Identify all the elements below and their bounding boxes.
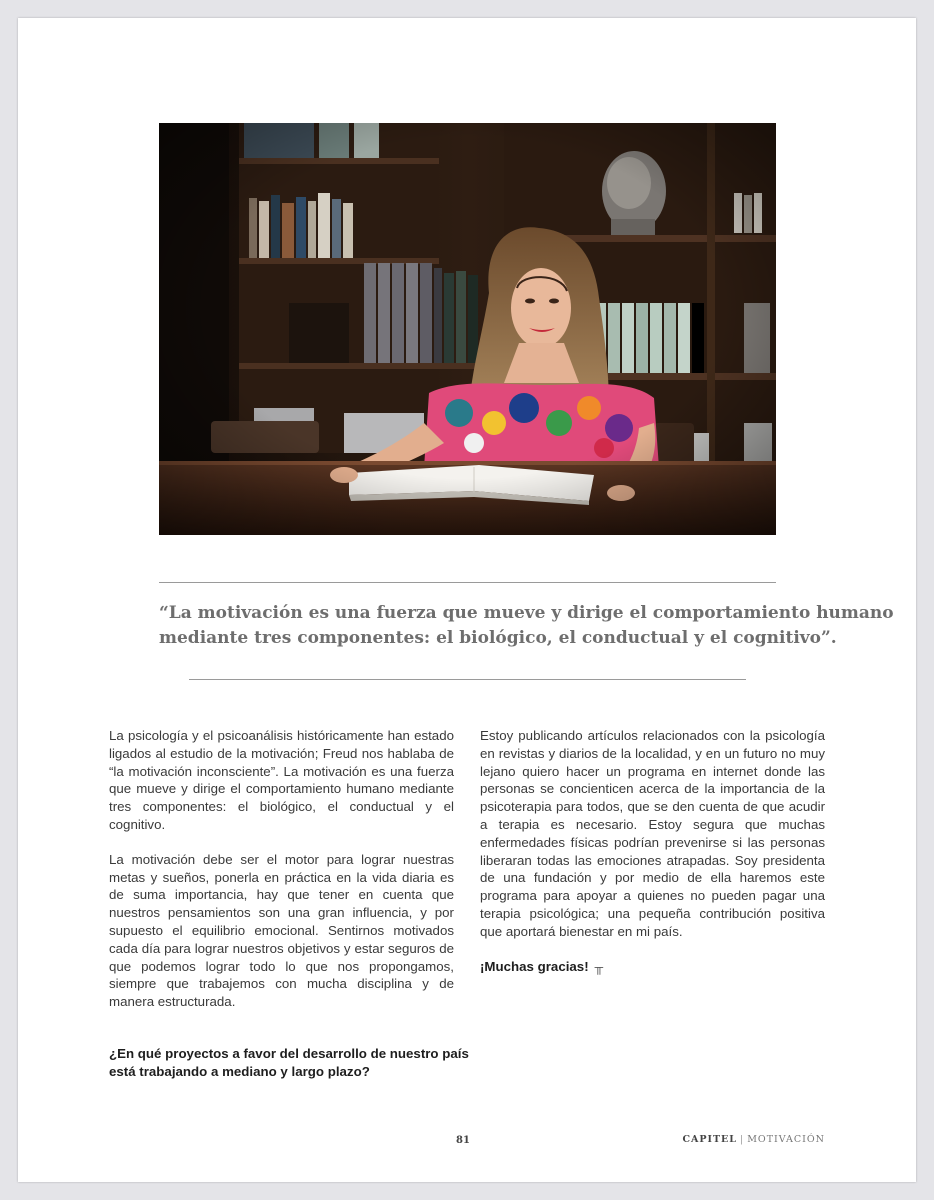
running-footer [682, 1134, 825, 1145]
closing-text: ¡Muchas gracias! [480, 958, 589, 974]
pull-quote-line-1: “La motivación es una fuerza que mueve y dirige el comportamiento humano [159, 603, 894, 623]
right-column [480, 727, 825, 976]
section-name: MOTIVACIÓN [747, 1134, 825, 1145]
end-mark-icon: ╥ [594, 959, 604, 974]
magazine-page [18, 18, 916, 1182]
closing-line [480, 958, 825, 977]
left-column [109, 727, 454, 1011]
magazine-brand: CAPITEL [682, 1134, 737, 1145]
page-number: 81 [456, 1135, 470, 1146]
right-paragraph-1: Estoy publicando artículos relacionados con la psicología en revistas y diarios de la localidad, y en un futuro no muy lejano quiero hacer un programa en internet donde las personas se concienticen acerca de la importancia de la psicoterapia para todos, que se den cuenta de que acudir a terapia es necesario. Estoy segura que muchas enfermedades físicas podrían prevenirse si las personas liberaran todas las emociones atrapadas. Soy presidenta de una fundación y por medio de ella haremos este programa para apoyar a quienes no pueden pagar una terapia psicológica; una pequeña contribución positiva que aportará bienestar en mi país. [480, 728, 825, 939]
portrait-photo [159, 123, 776, 535]
left-paragraph-2: La motivación debe ser el motor para lograr nuestras metas y sueños, ponerla en práctica en la vida diaria es de suma importancia, hay que tener en cuenta que nuestros pensamientos son una gran influencia, y por supuesto el equilibrio emocional. Sentirnos motivados cada día para lograr nuestros objetivos y estar seguros de que podemos lograr todo lo que nos propongamos, siempre que trabajemos con mucha disciplina y de manera estructurada. [109, 851, 454, 1010]
pull-quote-line-2: mediante tres componentes: el biológico, el conductual y el cognitivo”. [159, 628, 837, 648]
pull-quote [159, 601, 894, 651]
interview-question: ¿En qué proyectos a favor del desarrollo de nuestro país está trabajando a mediano y largo plazo? [109, 1046, 469, 1079]
footer-separator: | [739, 1134, 745, 1145]
left-paragraph-1: La psicología y el psicoanálisis históricamente han estado ligados al estudio de la motivación; Freud nos hablaba de “la motivación inconsciente”. La motivación es una fuerza que mueve y dirige el comportamiento humano mediante tres componentes: el biológico, el conductual y el cognitivo. [109, 728, 454, 832]
quote-bottom-rule [189, 679, 746, 680]
quote-top-rule [159, 582, 776, 583]
